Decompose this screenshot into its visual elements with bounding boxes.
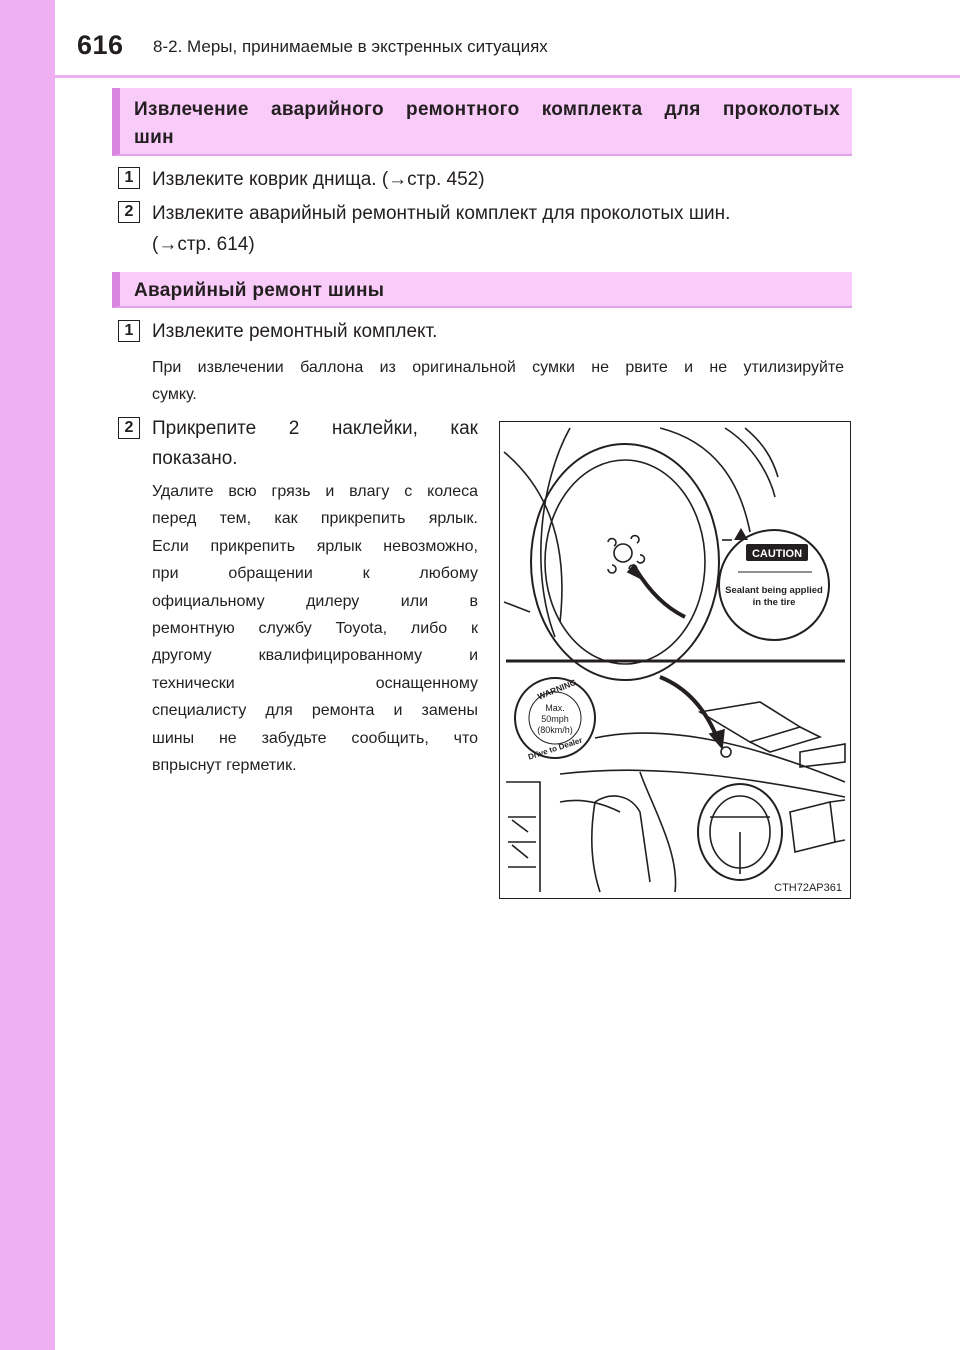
- note-line: впрыснут герметик.: [152, 756, 297, 774]
- step-number-badge: 1: [118, 320, 140, 342]
- header-rule: [55, 75, 960, 78]
- valve-cap: [614, 544, 632, 562]
- note-line: другому квалифицированному и: [152, 647, 478, 665]
- seat-outline: [592, 802, 600, 892]
- step-number-badge: 2: [118, 417, 140, 439]
- step-text-cont: показано.: [152, 448, 238, 469]
- note-line: Если прикрепить ярлык невозможно,: [152, 537, 478, 555]
- note-line: специалисту для ремонта и замены: [152, 702, 478, 720]
- figure-code: CTH72AP361: [774, 882, 842, 894]
- pointer-arrow-cabin: [660, 677, 718, 740]
- step-text: Прикрепите 2 наклейки, как: [152, 418, 478, 439]
- caution-label: CAUTION: [751, 548, 803, 560]
- note-line: при обращении к любому: [152, 565, 478, 583]
- note-line: ремонтную службу Toyota, либо к: [152, 619, 478, 637]
- section-heading-emergency-repair: Аварийный ремонт шины: [112, 272, 852, 308]
- warning-label: WARNING: [535, 676, 578, 702]
- illustration-drawing: [500, 422, 851, 899]
- sticker-placement-illustration: [499, 421, 851, 899]
- step-text: Извлеките аварийный ремонтный комплект для проколотых шин.: [152, 203, 731, 224]
- warning-arc-text: Drive to Dealer: [526, 735, 584, 762]
- pointer-arrow-wheel: [635, 568, 685, 617]
- page-header: [55, 0, 960, 76]
- step-text: Извлеките ремонтный комплект.: [152, 321, 438, 342]
- step-number-badge: 1: [118, 167, 140, 189]
- side-tab-strip: [0, 0, 55, 1350]
- note-line: технически оснащенному: [152, 674, 478, 692]
- note-line: шины не забудьте сообщить, что: [152, 729, 478, 747]
- warning-speed-mph: 50mph: [541, 714, 569, 724]
- caution-text-line1: Sealant being applied: [725, 585, 823, 596]
- caution-text-line2: in the tire: [752, 597, 796, 608]
- page-number: 616: [77, 30, 124, 60]
- step-text: Извлеките коврик днища. (→стр. 452): [152, 169, 485, 190]
- step-note-paragraph: [152, 478, 478, 779]
- rear-view-mirror: [800, 744, 845, 767]
- warning-speed-kmh: (80km/h): [537, 725, 573, 735]
- step-note-cont: сумку.: [152, 386, 197, 403]
- chapter-title: 8-2. Меры, принимаемые в экстренных ситуациях: [153, 37, 548, 56]
- note-line: официальному дилеру или в: [152, 592, 478, 610]
- section-heading-kit-removal: Извлечение аварийного ремонтного комплекта для проколотых шин: [112, 88, 852, 156]
- step-number-badge: 2: [118, 201, 140, 223]
- note-line: Удалите всю грязь и влагу с колеса: [152, 483, 478, 500]
- step-text-cont: (→стр. 614): [152, 234, 255, 255]
- warning-max: Max.: [545, 703, 565, 713]
- dashboard-screen: [790, 802, 835, 852]
- note-line: перед тем, как прикрепить ярлык.: [152, 510, 478, 528]
- step-note: При извлечении баллона из оригинальной сумки не рвите и не утилизируйте: [152, 359, 844, 376]
